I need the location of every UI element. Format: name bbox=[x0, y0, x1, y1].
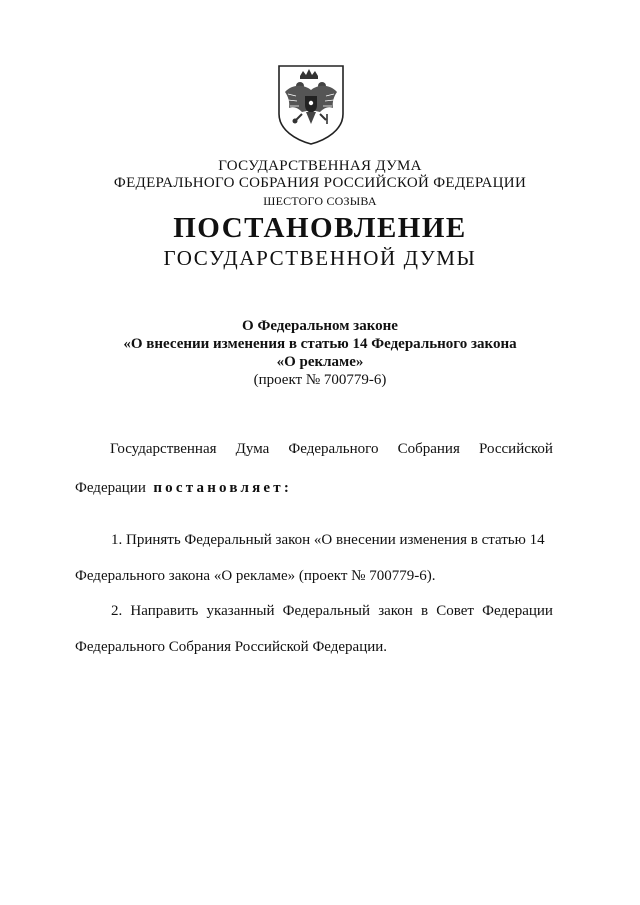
item-2-word: в bbox=[420, 603, 429, 619]
resolves-word: постановляет: bbox=[153, 480, 293, 496]
subject-line-2: «О внесении изменения в статью 14 Федерального закона bbox=[123, 336, 517, 352]
preamble-word: Собрания bbox=[397, 441, 460, 457]
item-2-line-2: Федерального Собрания Российской Федерации. bbox=[75, 639, 388, 655]
org-line-federal-assembly: ФЕДЕРАЛЬНОГО СОБРАНИЯ РОССИЙСКОЙ ФЕДЕРАЦИИ bbox=[113, 175, 527, 191]
preamble-line-1 bbox=[110, 441, 553, 458]
document-issuer-title: ГОСУДАРСТВЕННОЙ ДУМЫ bbox=[163, 246, 477, 270]
item-1-line-2: Федерального закона «О рекламе» (проект № 700779-6). bbox=[75, 568, 436, 584]
project-number: (проект № 700779-6) bbox=[253, 372, 387, 388]
org-line-duma: ГОСУДАРСТВЕННАЯ ДУМА bbox=[218, 158, 422, 174]
preamble-word: Государственная bbox=[110, 441, 217, 457]
subject-line-1: О Федеральном законе bbox=[242, 318, 398, 334]
item-2-word: 2. bbox=[111, 603, 123, 619]
preamble-line-2 bbox=[75, 480, 292, 497]
coat-of-arms-emblem bbox=[276, 62, 346, 146]
preamble-word: Дума bbox=[235, 441, 270, 457]
item-2-word: Федерации bbox=[482, 603, 553, 619]
preamble-word: Федерального bbox=[288, 441, 379, 457]
item-2-word: указанный bbox=[206, 603, 275, 619]
item-2-line-1 bbox=[111, 603, 553, 620]
subject-line-3: «О рекламе» bbox=[276, 354, 364, 370]
item-2-word: Федеральный bbox=[282, 603, 371, 619]
item-2-word: Направить bbox=[130, 603, 199, 619]
item-2-word: закон bbox=[378, 603, 413, 619]
item-2-word: Совет bbox=[436, 603, 474, 619]
item-1-line-1: 1. Принять Федеральный закон «О внесении изменения в статью 14 bbox=[111, 532, 545, 548]
preamble-federation: Федерации bbox=[75, 480, 146, 496]
document-type-title: ПОСТАНОВЛЕНИЕ bbox=[173, 212, 467, 244]
preamble-word: Российской bbox=[479, 441, 553, 457]
convocation-line: ШЕСТОГО СОЗЫВА bbox=[263, 194, 377, 208]
